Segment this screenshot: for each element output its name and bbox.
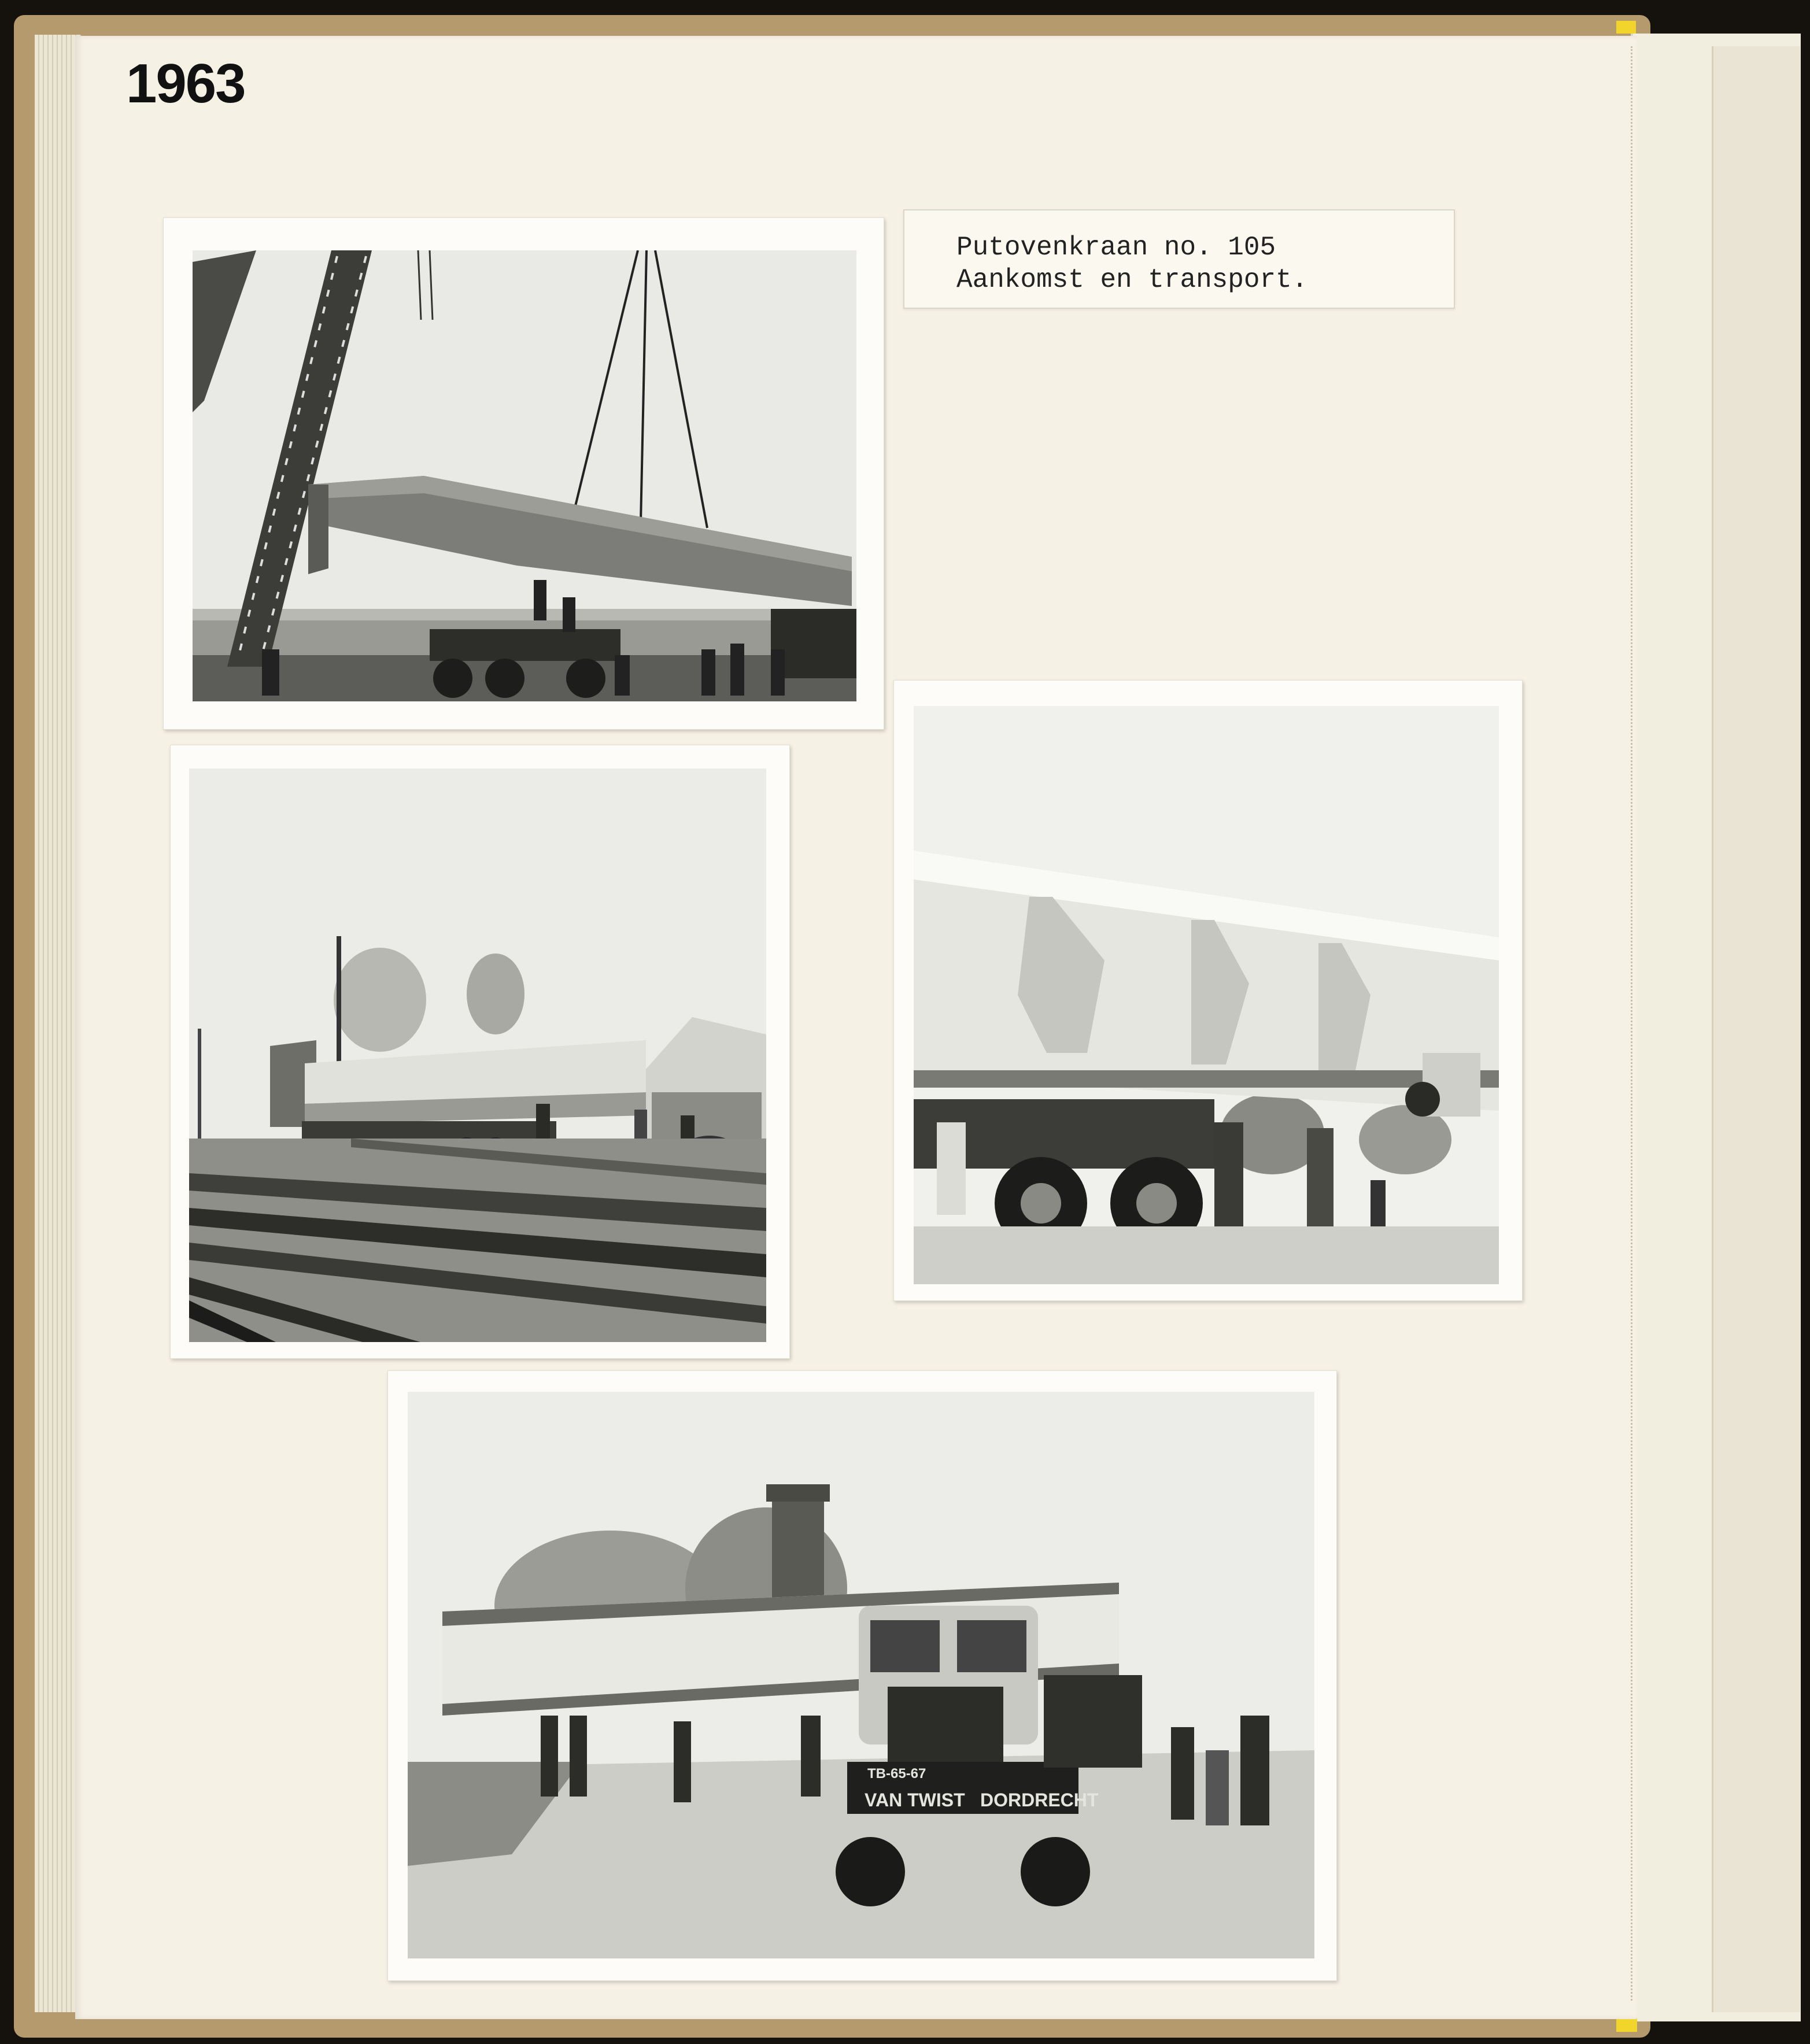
facing-page-edge: [1712, 46, 1800, 2012]
photo-crane-lifting-beam: [163, 217, 884, 730]
typed-caption-label: [903, 209, 1455, 309]
photo-beam-closeup-trailer-image: [914, 706, 1499, 1284]
page-leaf-edges: [35, 35, 81, 2012]
bumper-text-right: DORDRECHT: [980, 1790, 1099, 1810]
caption-line-1: Putovenkraan no. 105: [956, 232, 1276, 263]
yellow-tab-top: [1616, 21, 1636, 34]
photo-truck-transport: [387, 1370, 1337, 1981]
page-year: 1963: [126, 53, 245, 114]
bumper-text-left: VAN TWIST: [865, 1790, 965, 1810]
license-plate: TB-65-67: [867, 1766, 926, 1781]
caption-line-2: Aankomst en transport.: [956, 265, 1308, 295]
photo-beam-closeup-trailer: [893, 680, 1523, 1301]
photo-truck-transport-image: [408, 1392, 1314, 1958]
yellow-tab-bottom: [1616, 2018, 1637, 2032]
photo-beam-on-trailer-near-railway-image: [189, 768, 766, 1342]
photo-beam-on-trailer-near-railway: [170, 745, 790, 1359]
page-perforation: [1631, 46, 1636, 2001]
photo-crane-lifting-beam-image: [193, 250, 856, 701]
